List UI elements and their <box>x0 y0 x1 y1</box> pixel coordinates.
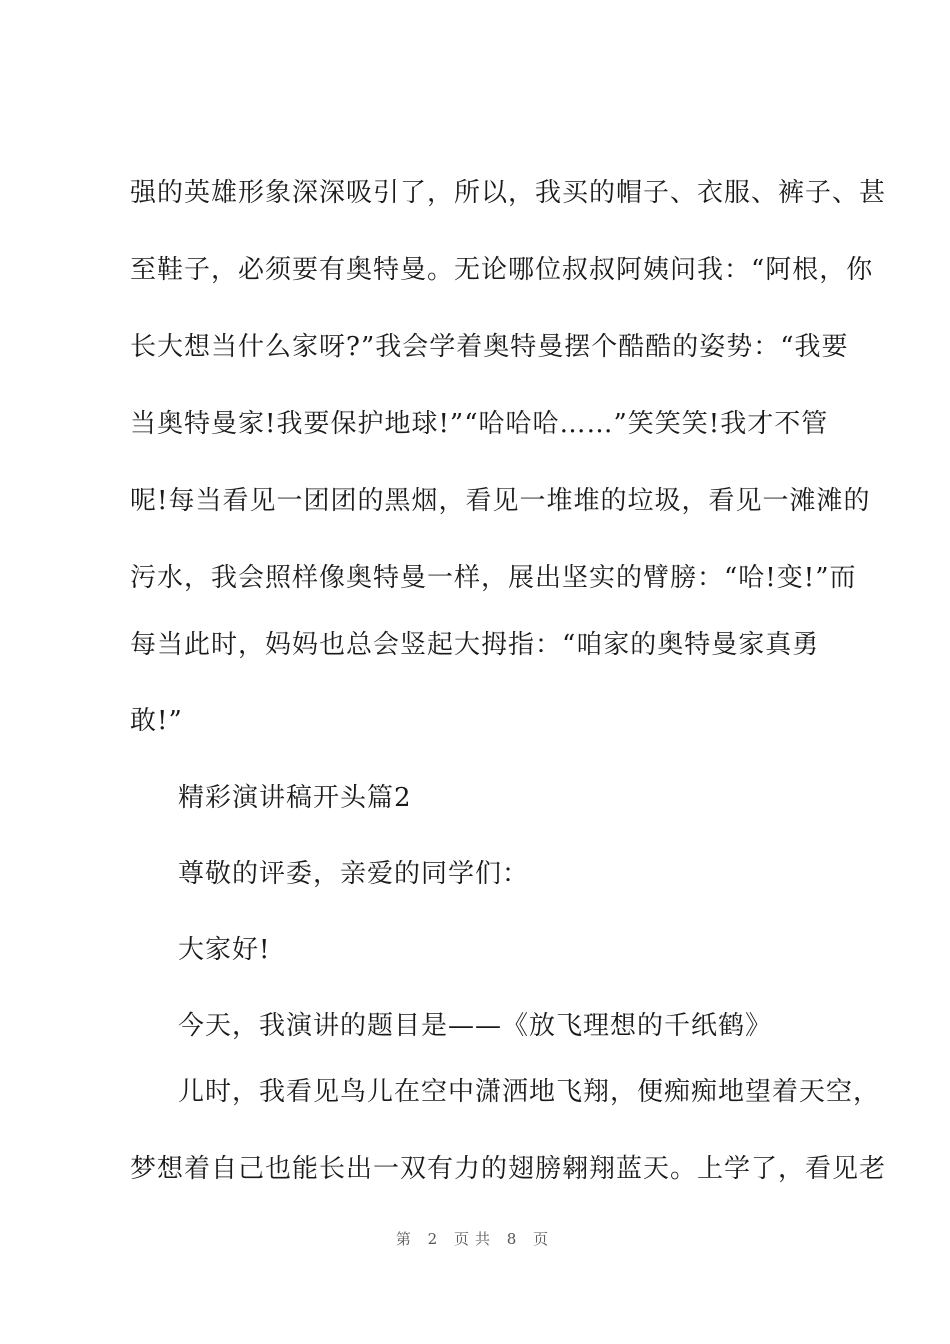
topic-line: 今天，我演讲的题目是——《放飞理想的千纸鹤》 <box>178 1011 773 1041</box>
body-text-line: 长大想当什么家呀?”我会学着奥特曼摆个酷酷的姿势：“我要 <box>130 332 849 362</box>
greeting-line: 尊敬的评委，亲爱的同学们： <box>178 859 530 889</box>
body-text-line: 污水，我会照样像奥特曼一样，展出坚实的臂膀：“哈!变!”而 <box>130 563 857 593</box>
body-text-line: 梦想着自己也能长出一双有力的翅膀翱翔蓝天。上学了，看见老 <box>130 1154 887 1184</box>
body-text-line: 呢!每当看见一团团的黑烟，看见一堆堆的垃圾，看见一滩滩的 <box>130 486 871 516</box>
body-text-line: 当奥特曼家!我要保护地球!”“哈哈哈……”笑笑笑!我才不管 <box>130 409 829 439</box>
page-number-footer: 第 2 页共 8 页 <box>395 1230 555 1248</box>
body-text-line: 强的英雄形象深深吸引了，所以，我买的帽子、衣服、裤子、甚 <box>130 178 887 208</box>
body-text-line: 至鞋子，必须要有奥特曼。无论哪位叔叔阿姨问我：“阿根，你 <box>130 255 874 285</box>
body-text-line: 每当此时，妈妈也总会竖起大拇指：“咱家的奥特曼家真勇 <box>130 630 820 660</box>
body-text-line: 敢!” <box>130 706 183 736</box>
hello-line: 大家好! <box>178 935 271 965</box>
section-title: 精彩演讲稿开头篇2 <box>178 783 412 813</box>
body-text-line: 儿时，我看见鸟儿在空中潇洒地飞翔，便痴痴地望着天空， <box>178 1077 881 1107</box>
